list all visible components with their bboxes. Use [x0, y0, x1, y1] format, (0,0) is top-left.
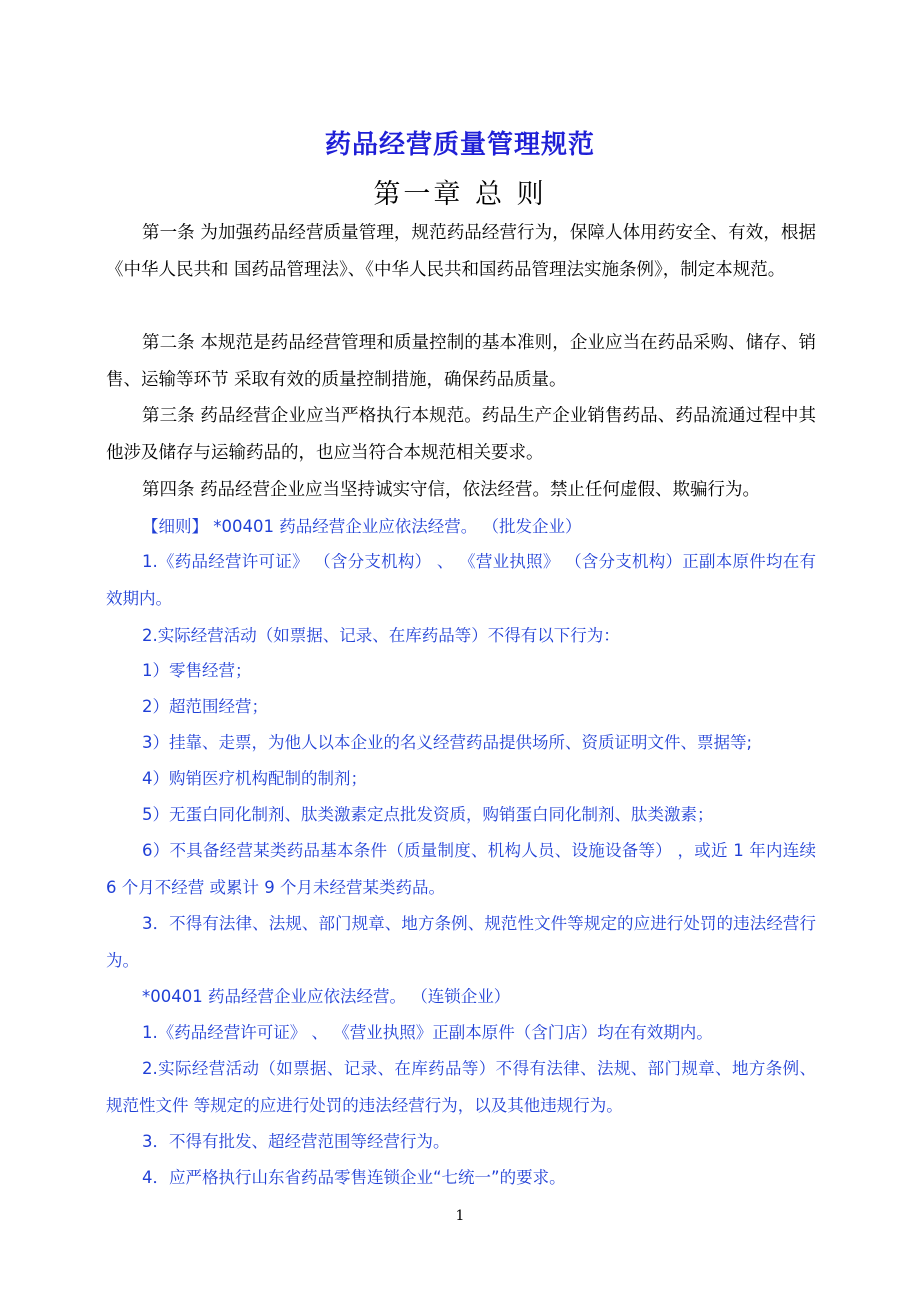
- article-1: 第一条 为加强药品经营质量管理，规范药品经营行为，保障人体用药安全、有效，根据《中华人民共和 国药品管理法》、《中华人民共和国药品管理法实施条例》，制定本规范。: [106, 223, 816, 280]
- article-3: 第三条 药品经营企业应当严格执行本规范。药品生产企业销售药品、药品流通过程中其他涉及储存与运输药品的，也应当符合本规范相关要求。: [106, 406, 816, 463]
- detail-subitem: 3）挂靠、走票，为他人以本企业的名义经营药品提供场所、资质证明文件、票据等;: [142, 733, 753, 752]
- chapter-heading: 第一章 总 则: [373, 179, 547, 210]
- detail-heading-chain: *00401 药品经营企业应依法经营。 （连锁企业）: [142, 987, 511, 1006]
- page-number: 1: [455, 1208, 465, 1224]
- detail-item: 3．不得有批发、超经营范围等经营行为。: [142, 1132, 450, 1151]
- detail-item: 2.实际经营活动（如票据、记录、在库药品等）不得有以下行为：: [142, 626, 620, 645]
- detail-subitem: 5）无蛋白同化制剂、肽类激素定点批发资质，购销蛋白同化制剂、肽类激素；: [142, 805, 714, 824]
- detail-subitem: 6）不具备经营某类药品基本条件（质量制度、机构人员、设施设备等） ，或近 1 年内连续 6 个月不经营 或累计 9 个月未经营某类药品。: [106, 841, 816, 897]
- detail-heading-wholesale: 【细则】 *00401 药品经营企业应依法经营。 （批发企业）: [142, 517, 582, 536]
- detail-item: 1.《药品经营许可证》 （含分支机构） 、 《营业执照》 （含分支机构）正副本原件均在有效期内。: [106, 552, 816, 608]
- detail-item: 2.实际经营活动（如票据、记录、在库药品等）不得有法律、法规、部门规章、地方条例、规范性文件 等规定的应进行处罚的违法经营行为，以及其他违规行为。: [106, 1059, 816, 1115]
- document-title: 药品经营质量管理规范: [324, 130, 595, 160]
- detail-subitem: 2）超范围经营；: [142, 697, 268, 716]
- detail-subitem: 4）购销医疗机构配制的制剂；: [142, 769, 367, 788]
- detail-item: 4．应严格执行山东省药品零售连锁企业“七统一”的要求。: [142, 1168, 566, 1187]
- article-2: 第二条 本规范是药品经营管理和质量控制的基本准则，企业应当在药品采购、储存、销售、运输等环节 采取有效的质量控制措施，确保药品质量。: [106, 333, 816, 390]
- detail-item: 1.《药品经营许可证》 、 《营业执照》正副本原件（含门店）均在有效期内。: [142, 1023, 713, 1042]
- detail-item: 3．不得有法律、法规、部门规章、地方条例、规范性文件等规定的应进行处罚的违法经营行为。: [106, 914, 816, 970]
- article-4: 第四条 药品经营企业应当坚持诚实守信，依法经营。禁止任何虚假、欺骗行为。: [142, 480, 761, 500]
- detail-subitem: 1）零售经营；: [142, 661, 252, 680]
